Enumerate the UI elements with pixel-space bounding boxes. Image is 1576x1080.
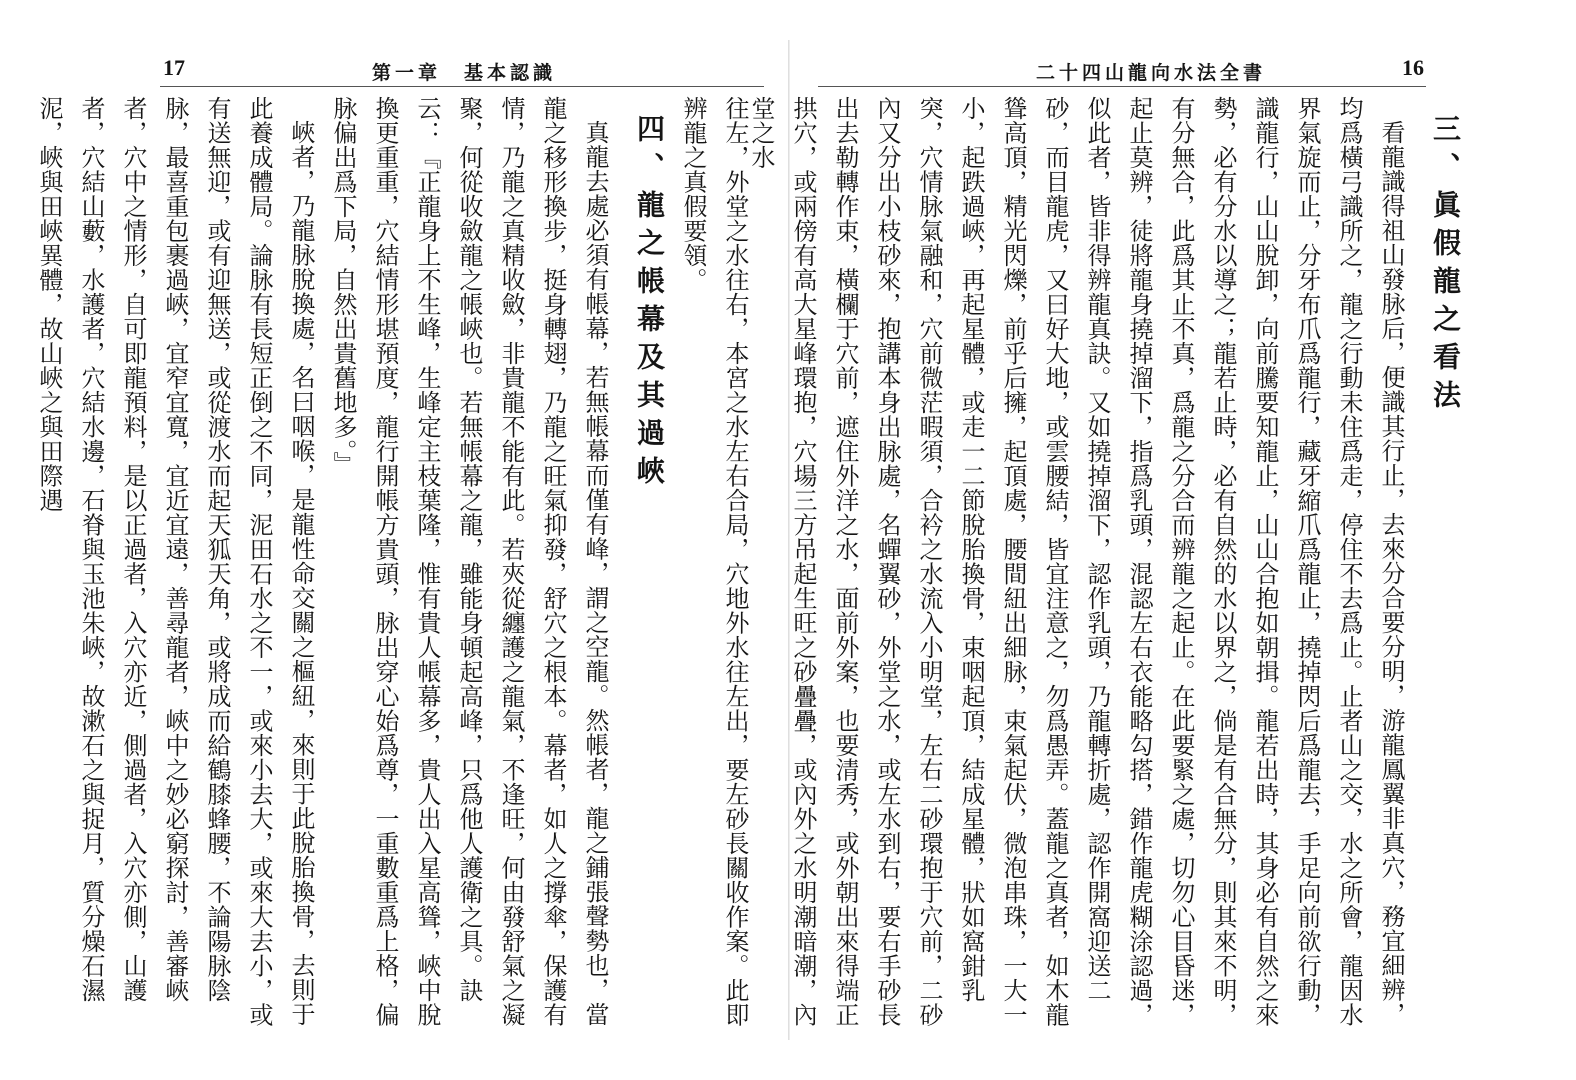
section-heading-3: 三、眞假龍之看法 — [1429, 114, 1462, 418]
right-page-number: 16 — [1402, 55, 1424, 80]
left-page-text — [35, 96, 756, 1041]
right-page-text — [747, 96, 1468, 1041]
section-heading-4: 四、龍之帳幕及其過峽 — [633, 114, 666, 494]
right-running-head: 二十四山龍向水法全書 — [1036, 62, 1267, 84]
left-page-number: 17 — [163, 55, 185, 80]
left-header-rule — [160, 86, 764, 87]
section-4-paragraph-1: 真龍去處必須有帳幕，若無帳幕而僅有峰，謂之空龍。然帳者，龍之鋪張聲勢也，當龍之移形換步，挺身轉翅，乃龍之旺氣抑發，舒穴之根本。幕者，如人之撐傘，保護有情，乃龍之真精收斂，非貴龍不能有此。若夾從纏護之龍氣，不逢旺，何由發舒氣之凝聚，何從收斂龍之帳峽也。若無帳幕之龍，雖能身頓起高峰，只爲他人護衛之具。訣云：『正龍身上不生峰，生峰定主枝葉隆，惟有貴人帳幕多，貴人出入星高聳，峽中脫換更重重，穴結情形堪預度，龍行開帳方貴頭，脉出穿心始爲尊，一重數重爲上格，偏脉偏出爲下局，自然出貴舊地多。』 — [329, 96, 609, 1027]
section-4-paragraph-2: 峽者，乃龍脉脫換處，名曰咽喉，是龍性命交關之樞紐，來則于此脫胎換骨，去則于此養成體局。論脉有長短正倒之不同，泥田石水之不一，或來小去大，或來大去小，或有送無迎，或有迎無送，或從渡水而起天狐天角，或將成而給鶴膝蜂腰，不論陽脉陰脉，最喜重包裹過峽，宜窄宜寬，宜近宜遠，善尋龍者，峽中之妙必窮探討，善審峽者，穴中之情形，自可即龍預料，是以正過者，入穴亦近，側過者，入穴亦側，山護者，穴結山藪，水護者，穴結水邊，石脊與玉池朱峽，故漱石之與捉月，質分燥石濕泥，峽與田峽異體，故山峽之與田際遇 — [35, 96, 315, 1027]
right-header-rule — [818, 86, 1426, 87]
section-3-paragraph-1: 看龍識得祖山發脉后，便識其行止，去來分合要分明，游龍鳳翼非真穴，務宜細辨，均爲橫弓識所之，龍之行動未住爲走，停住不去爲止。止者山之交，水之所會，龍因水界氣旋而止，分牙布爪爲龍行，藏牙縮爪爲龍止，撓掉閃后爲龍去，手足向前欲行動，識龍行，山山脫卸，向前騰要知龍止，山山合抱如朝揖。龍若出時，其身必有自然之來勢，必有分水以導之；龍若止時，必有自然的水以界之，倘是有合無分，則其來不明，有分無合，此爲其止不真，爲龍之分合而辨龍之起止。在此要緊之處，切勿心目昏迷，起止莫辨，徒將龍身撓掉溜下，指爲乳頭，混認左右衣能略勾搭，錯作龍虎糊涂認過，似此者，皆非得辨龍真訣。又如撓掉溜下，認作乳頭，乃龍轉折處，認作開窩迎送二砂，而目龍虎，又曰好大地，或雲腰結，皆宜注意之，勿爲愚弄。蓋龍之真者，如木龍聳高頂，精光閃爍，前乎后擁，起頂處，腰間紐出細脉，束氣起伏，微泡串珠，一大一小，起跌過峽，再起星體，或走一二節脫胎換骨，束咽起頂，結成星體，狀如窩鉗乳突，穴情脉氣融和，穴前微茫暇須，合衿之水流入小明堂，左右二砂環抱于穴前，二砂內又分出小枝砂來，抱講本身出脉處，名蟬翼砂，外堂之水，或左水到右，要右手砂長出去勒轉作束，橫欄于穴前，遮住外洋之水，面前外案，也要清秀，或外朝出來得端正拱穴，或兩傍有高大星峰環抱，穴場三方吊起生旺之砂疊疊，或內外之水明潮暗潮，內堂之水 — [747, 96, 1405, 1027]
left-carryover-paragraph: 往左，外堂之水往右，本宮之水左右合局，穴地外水往左出，要左砂長關收作案。此即辨龍之真假要領。 — [679, 96, 749, 1027]
left-running-head: 第一章 基本認識 — [372, 62, 557, 84]
